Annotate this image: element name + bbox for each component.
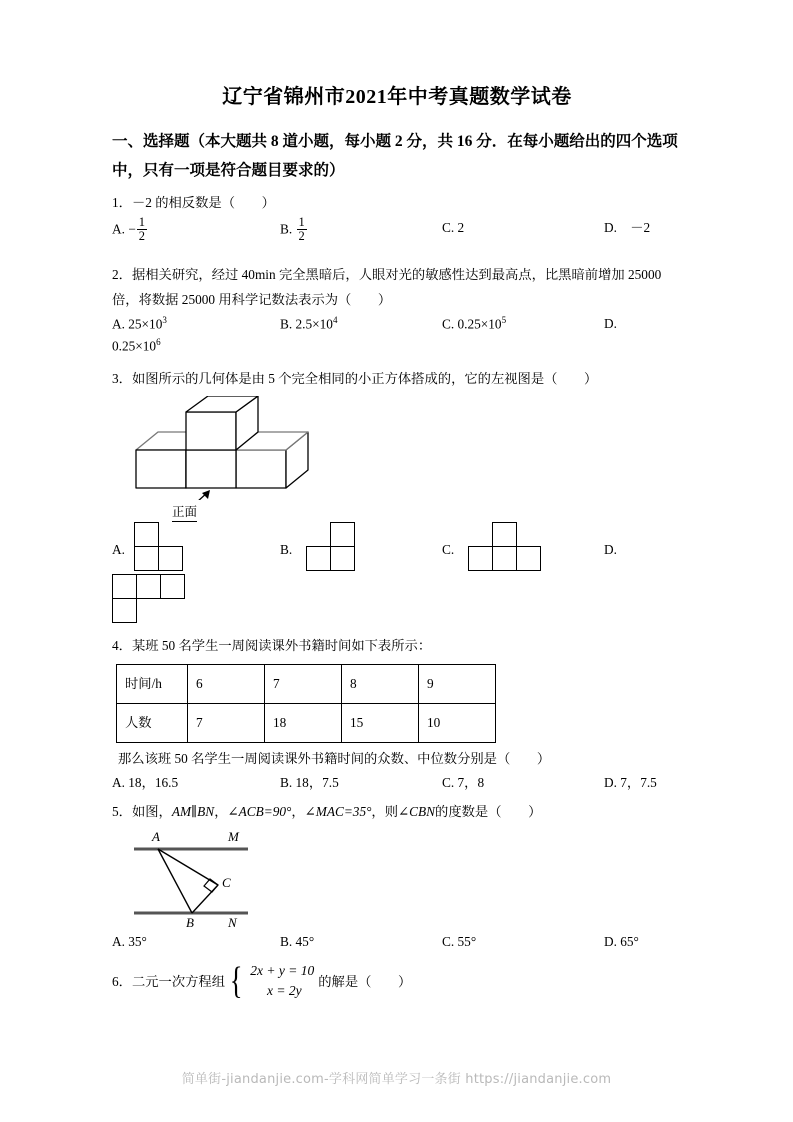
cube-solid-svg [130,396,330,500]
option-d-grid [112,574,188,626]
grid-cell [330,546,355,571]
question-2-option-c[interactable] [442,313,506,336]
option-b-exponent: 4 [332,315,338,326]
table-cell: 7 [265,664,342,703]
grid-cell [136,574,161,599]
question-5-sep-2: ， [291,803,305,819]
question-5-math-3: ∠MAC=35° [304,803,372,819]
question-2-stem-line-1: 2．据相关研究，经过 40min 完全黑暗后，人眼对光的敏感性达到最高点，比黑暗前增加 25000 [112,266,662,282]
question-5-math-4: ∠CBN [398,803,436,819]
grid-cell [112,574,137,599]
question-1-option-d[interactable]: D. －2 [604,219,651,235]
solid-figure [130,396,330,520]
fraction-denominator: 2 [298,228,305,243]
label-b: B [186,915,194,930]
option-b-base: B. 2.5×10 [280,316,333,332]
arrow-head [202,490,210,499]
grid-cell [158,546,183,571]
geometry-figure [130,827,330,929]
question-2-stem-line-2: 倍，将数据 25000 用科学记数法表示为（ ） [112,291,392,307]
option-a-label: A. [112,542,125,558]
option-b-label: B. [280,542,293,558]
question-2-option-a[interactable] [112,313,167,336]
table-row-header: 时间/h [117,664,188,703]
question-3 [112,367,682,620]
option-c-grid [468,522,544,574]
table-cell: 9 [419,664,496,703]
question-1 [112,191,682,260]
page-content [112,84,682,1004]
section-heading: 一、选择题（本大题共 8 道小题，每小题 2 分，共 16 分．在每小题给出的四个选项中，只有一项是符合题目要求的） [112,133,678,179]
footer-watermark: 简单街-jiandanjie.com-学科网简单学习一条街 https://jiandanjie.com [181,1072,612,1087]
table-cell: 7 [188,703,265,742]
question-6 [112,961,682,1002]
option-b-grid [306,522,358,574]
question-4-option-b[interactable]: B. 18，7.5 [280,774,339,790]
question-4 [112,634,682,794]
question-5-stem-prefix: 5．如图， [112,803,172,819]
option-c-exponent: 5 [501,315,507,326]
grid-cell [330,522,355,547]
question-2-options-wrap [112,335,682,357]
option-d-exponent: 6 [156,337,161,348]
page-title: 辽宁省锦州市2021年中考真题数学试卷 [222,86,572,108]
option-a-base: A. 25×10 [112,316,163,332]
option-a-label: A. [112,221,125,237]
fraction-denominator: 2 [138,228,146,243]
question-1-stem: 1．－2 的相反数是（ ） [112,195,275,211]
question-5-option-c[interactable]: C. 55° [442,934,477,950]
grid-cell [160,574,185,599]
question-2-option-d-label[interactable]: D. [604,316,617,332]
question-5-stem [112,800,682,823]
question-1-options [112,214,682,261]
option-a-fraction [137,216,147,243]
table-cell: 10 [419,703,496,742]
grid-cell [112,598,137,623]
grid-cell [492,546,517,571]
equation-line-2: x = 2y [266,983,302,999]
front-view-label: 正面 [172,505,197,522]
question-5-option-b[interactable]: B. 45° [280,934,315,950]
option-a-exponent: 3 [162,315,167,326]
grid-cell [134,546,159,571]
question-5-math-2: ∠ACB=90° [227,803,292,819]
question-1-option-c[interactable]: C. 2 [442,219,465,235]
option-a-sign: − [128,221,136,237]
question-3-options [112,504,682,620]
question-5-option-d[interactable]: D. 65° [604,934,639,950]
table-row [117,664,496,703]
question-1-option-a[interactable] [112,214,148,244]
question-5 [112,800,682,953]
option-a-grid [134,522,186,574]
question-6-stem-prefix: 6．二元一次方程组 [112,973,226,989]
table-cell: 8 [342,664,419,703]
question-5-sep-3: ，则 [371,803,399,819]
question-2-option-d[interactable] [112,335,161,358]
question-4-options [112,772,682,794]
table-row [117,703,496,742]
label-n: N [228,915,237,930]
label-a: A [152,829,160,845]
grid-cell [492,522,517,547]
question-4-question-line: 那么该班 50 名学生一周阅读课外书籍时间的众数、中位数分别是（ ） [118,750,551,766]
table-cell: 15 [342,703,419,742]
question-5-stem-suffix: 的度数是（ ） [435,803,542,819]
table-cell: 6 [188,664,265,703]
question-4-option-d[interactable]: D. 7，7.5 [604,774,657,790]
option-c-label: C. [442,542,455,558]
equation-system [246,961,318,1002]
grid-cell [468,546,493,571]
parallel-lines-svg [130,827,330,929]
table-cell: 18 [265,703,342,742]
option-d-label: D. [604,542,617,558]
option-b-fraction [297,216,307,243]
question-5-options [112,931,682,953]
label-c: C [222,875,231,891]
question-4-option-c[interactable]: C. 7，8 [442,774,485,790]
option-b-label: B. [280,221,293,237]
question-2-options [112,313,682,335]
equation-line-1: 2x + y = 10 [250,963,315,979]
label-m: M [228,829,239,845]
question-2 [112,263,682,358]
question-6-stem [112,961,682,1002]
question-1-option-b[interactable] [280,214,308,244]
option-c-base: C. 0.25×10 [442,316,502,332]
question-3-stem: 3．如图所示的几何体是由 5 个完全相同的小正方体搭成的，它的左视图是（ ） [112,371,598,387]
question-5-option-a[interactable]: A. 35° [112,934,147,950]
question-2-option-b[interactable] [280,313,337,336]
grid-cell [516,546,541,571]
question-5-sep-1: ， [214,803,228,819]
system-brace: { [229,960,243,1003]
question-6-stem-suffix: 的解是（ ） [318,973,412,989]
question-4-stem: 4．某班 50 名学生一周阅读课外书籍时间如下表所示： [112,638,432,654]
option-d-base: 0.25×10 [112,338,157,354]
grid-cell [306,546,331,571]
question-5-math-1: AM∥BN [171,803,215,819]
reading-time-table [116,664,496,743]
grid-cell [134,522,159,547]
question-4-option-a[interactable]: A. 18，16.5 [112,774,179,790]
fraction-numerator: 1 [298,214,305,229]
fraction-numerator: 1 [138,214,146,229]
table-row-header: 人数 [117,703,188,742]
